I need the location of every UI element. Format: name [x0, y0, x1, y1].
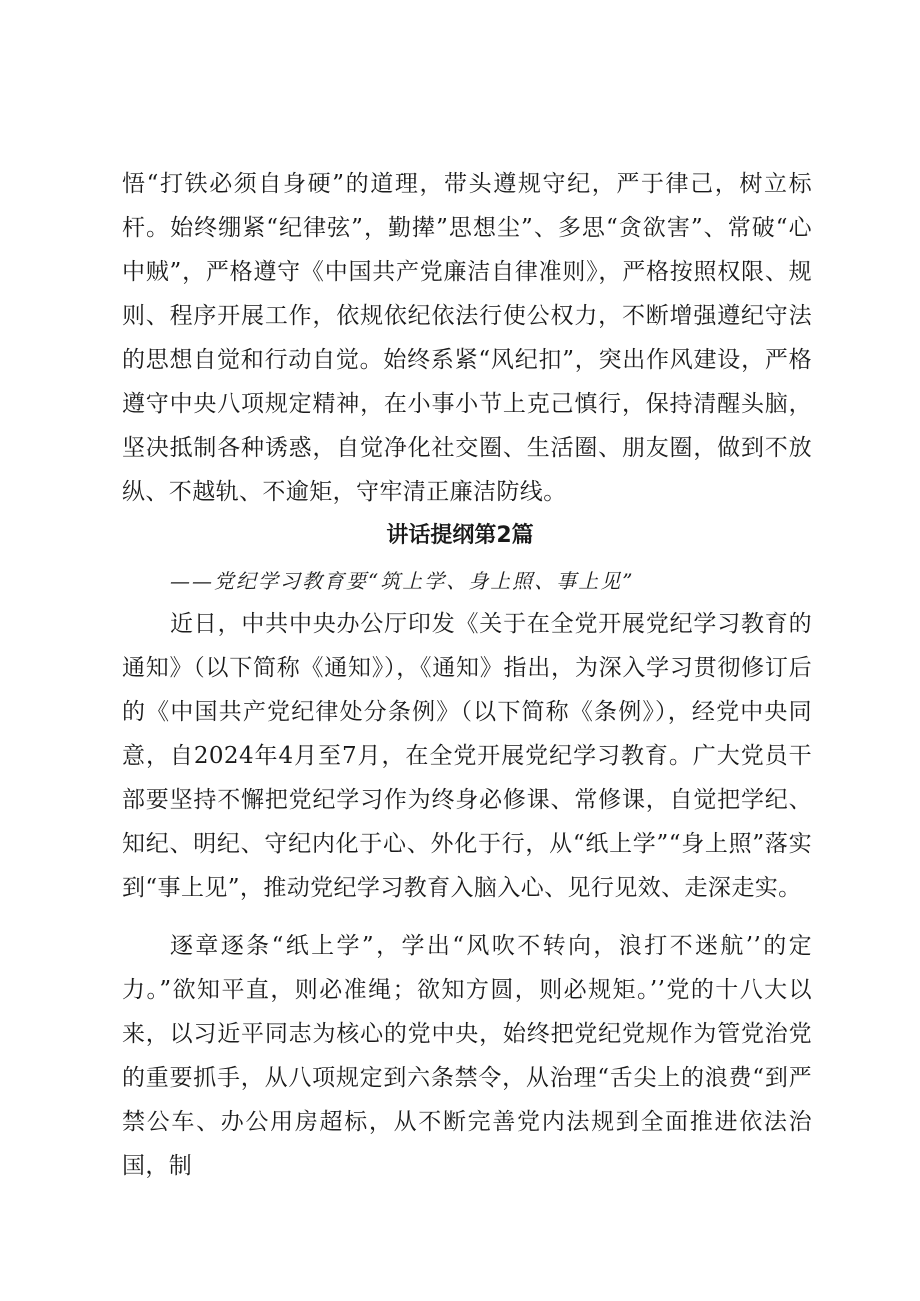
body-paragraph-1: 近日，中共中央办公厅印发《关于在全党开展党纪学习教育的通知》（以下简称《通知》），《通知》指出，为深入学习贯彻修订后的《中国共产党纪律处分条例》（以下简称《条例》），经党中央同意，自2024年4月至7月，在全党开展党纪学习教育。广大党员干部要坚持不懈把党纪学习作为终身必修课、常修课，自觉把学纪、知纪、明纪、守纪内化于心、外化于行，从“纸上学”“身上照”落实到“事上见”，推动党纪学习教育入脑入心、见行见效、走深走实。 — [122, 611, 812, 901]
intro-text-block — [122, 162, 812, 514]
section-title: 讲话提纲第2篇 — [386, 523, 534, 548]
body-paragraph-2: 逐章逐条“纸上学”，学出“风吹不转向，浪打不迷航’’的定力。”欲知平直，则必准绳；欲知方圆，则必规矩。’’党的十八大以来，以习近平同志为核心的党中央，始终把党纪党规作为管党治党的重要抓手，从八项规定到六条禁令，从治理“舌尖上的浪费“到严禁公车、办公用房超标，从不断完善党内法规到全面推进依法治国，制 — [122, 933, 812, 1179]
intro-paragraph: 悟“打铁必须自身硬”的道理，带头遵规守纪，严于律己，树立标杆。始终绷紧“纪律弦”，勤撵”思想尘”、多思“贪欲害”、常破“心中贼”，严格遵守《中国共产党廉洁自律准则》，严格按照权限、规则、程序开展工作，依规依纪依法行使公权力，不断增强遵纪守法的思想自觉和行动自觉。始终系紧“风纪扣”，突出作风建设，严格遵守中央八项规定精神，在小事小节上克己慎行，保持清醒头脑，坚决抵制各种诱惑，自觉净化社交圈、生活圈、朋友圈，做到不放纵、不越轨、不逾矩，守牢清正廉洁防线。 — [122, 171, 812, 505]
body-text-block — [122, 602, 812, 1188]
section-subtitle: ——党纪学习教育要“筑上学、身上照、事上见” — [170, 569, 635, 593]
